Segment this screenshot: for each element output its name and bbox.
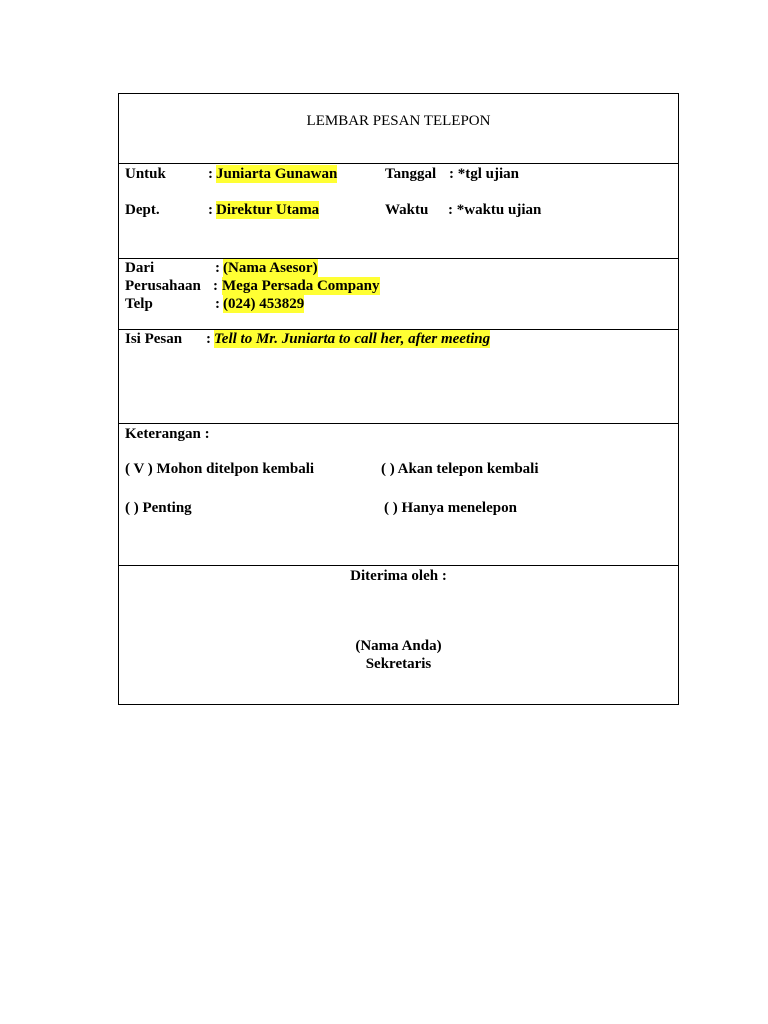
tanggal-value: : *tgl ujian <box>449 166 520 182</box>
dept-separator: : <box>208 202 213 218</box>
dari-value: (Nama Asesor) <box>223 260 318 276</box>
dari-separator: : <box>215 260 220 276</box>
telp-separator: : <box>215 296 220 312</box>
receiver-name: (Nama Anda) <box>355 638 442 654</box>
dept-label: Dept. <box>125 202 160 218</box>
waktu-value: : *waktu ujian <box>448 202 542 218</box>
dept-value: Direktur Utama <box>216 202 320 218</box>
isi-pesan-label: Isi Pesan <box>125 331 183 347</box>
recipient-section <box>119 164 678 259</box>
option-hanya-menelepon: ( ) Hanya menelepon <box>384 500 517 516</box>
caller-section <box>119 259 678 330</box>
form-title-section <box>119 94 678 164</box>
isi-pesan-separator: : <box>206 331 211 347</box>
dari-label: Dari <box>125 260 155 276</box>
form-title: LEMBAR PESAN TELEPON <box>306 113 491 129</box>
untuk-separator: : <box>208 166 213 182</box>
message-section <box>119 330 678 424</box>
untuk-value: Juniarta Gunawan <box>216 166 338 182</box>
option-akan-telepon-kembali: ( ) Akan telepon kembali <box>381 461 539 477</box>
perusahaan-separator: : <box>213 278 218 294</box>
option-mohon-ditelpon-kembali: ( V ) Mohon ditelpon kembali <box>125 461 315 477</box>
notes-section <box>119 424 678 566</box>
telp-value: (024) 453829 <box>223 296 305 312</box>
option-penting: ( ) Penting <box>125 500 192 516</box>
keterangan-label: Keterangan : <box>125 426 210 442</box>
untuk-label: Untuk <box>125 166 166 182</box>
phone-message-form <box>118 93 679 705</box>
perusahaan-value: Mega Persada Company <box>222 278 380 294</box>
receiver-role: Sekretaris <box>365 656 432 672</box>
diterima-oleh-label: Diterima oleh : <box>350 568 447 584</box>
tanggal-label: Tanggal <box>385 166 437 182</box>
perusahaan-label: Perusahaan <box>125 278 201 294</box>
waktu-label: Waktu <box>385 202 429 218</box>
isi-pesan-value: Tell to Mr. Juniarta to call her, after meeting <box>214 331 491 347</box>
received-section <box>119 566 678 704</box>
telp-label: Telp <box>125 296 153 312</box>
